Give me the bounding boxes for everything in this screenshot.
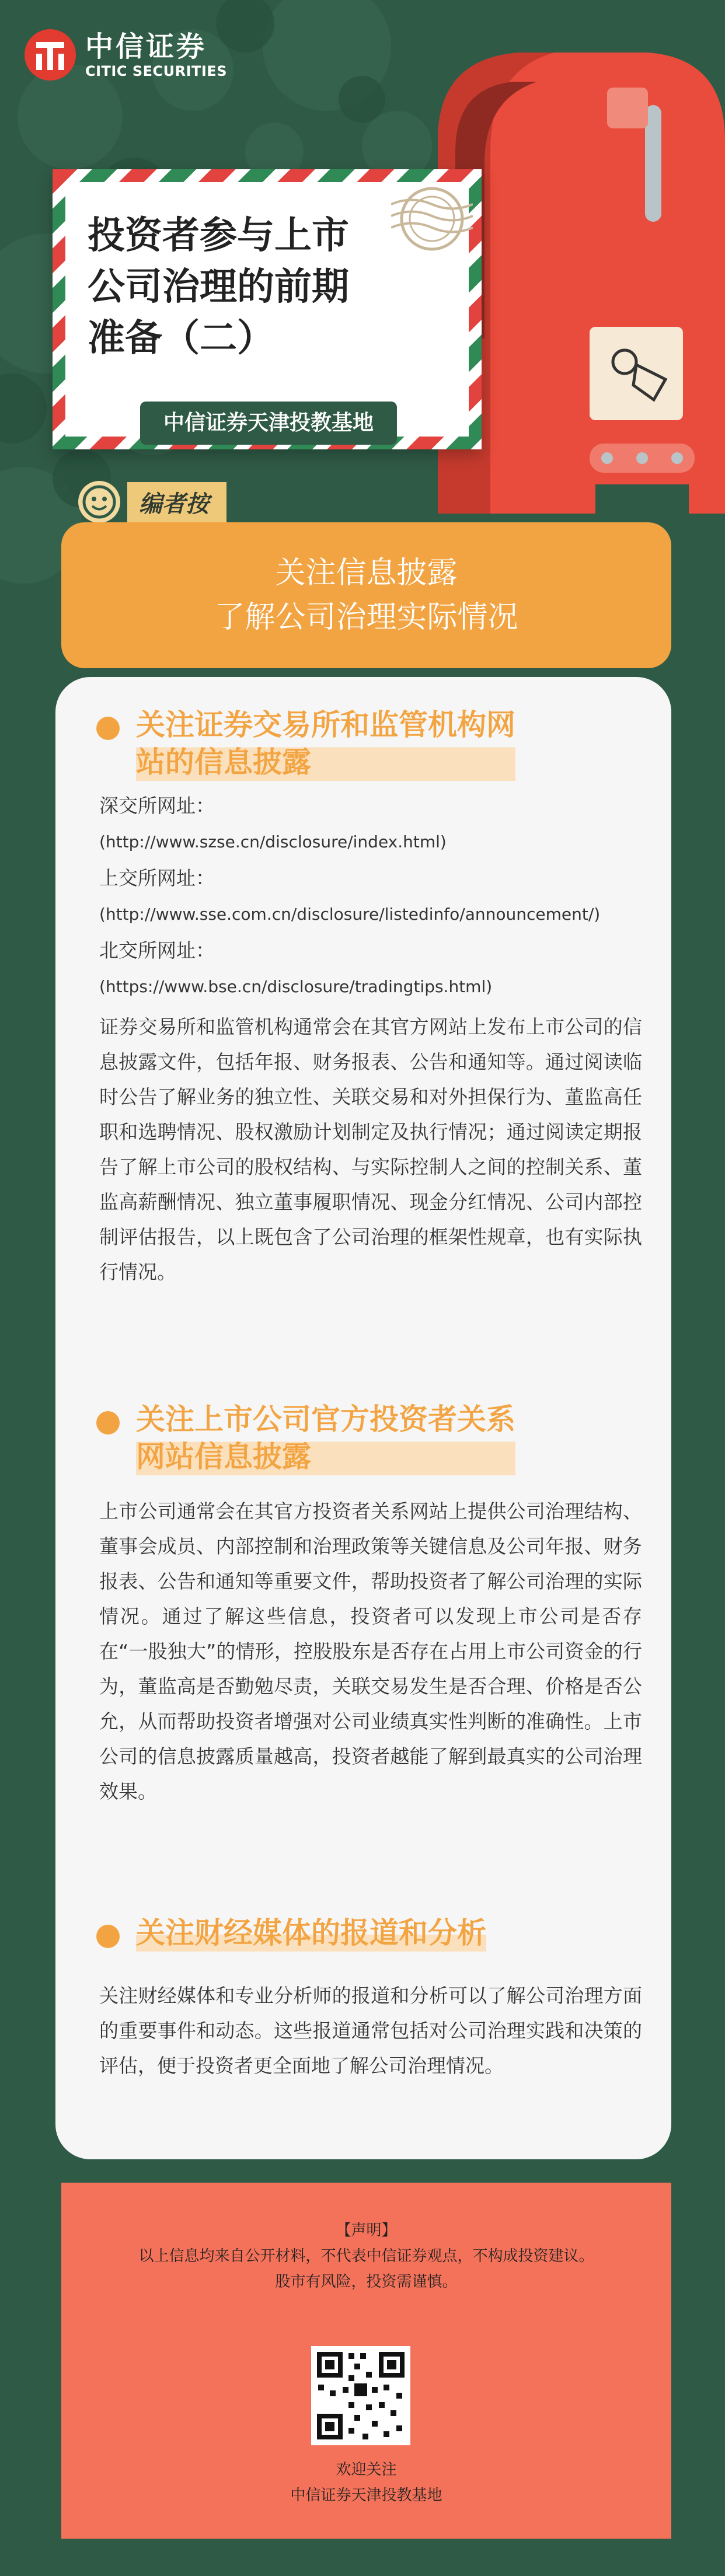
follow-base-name: 中信证券天津投教基地	[290, 2487, 442, 2504]
sse-label: 上交所网址：	[99, 867, 215, 889]
bullet-dot-icon	[96, 717, 120, 740]
title-line-2: 公司治理的前期	[88, 266, 349, 309]
brand-name-en: CITIC SECURITIES	[85, 63, 227, 79]
sse-url-link[interactable]: (http://www.sse.com.cn/disclosure/listedinfo/announcement/)	[99, 905, 601, 924]
section-3-heading	[96, 1914, 486, 1952]
section-2-heading	[96, 1401, 515, 1475]
citic-logo-icon	[23, 28, 77, 82]
section-2-heading-line-2: 网站信息披露	[136, 1440, 311, 1474]
disclaimer-line-2: 股市有风险，投资需谨慎。	[275, 2273, 458, 2291]
bullet-dot-icon	[96, 1411, 120, 1434]
editor-note-tag	[76, 479, 226, 525]
section-1-body: 证券交易所和监管机构通常会在其官方网站上发布上市公司的信息披露文件，包括年报、财务报表、公告和通知等。通过阅读临时公告了解业务的独立性、关联交易和对外担保行为、董监高任职和选聘情况、股权激励计划制定及执行情况；通过阅读定期报告了解上市公司的股权结构、与实际控制人之间的控制关系、董监高薪酬情况、独立董事履职情况、现金分红情况、公司内部控制评估报告，以上既包含了公司治理的框架性规章，也有实际执行情况。	[99, 1015, 642, 1283]
disclaimer-box	[61, 2183, 671, 2539]
postage-stamp-icon	[391, 181, 473, 257]
qr-code-icon[interactable]	[311, 2346, 410, 2445]
section-1-heading-line-2: 站的信息披露	[136, 745, 311, 779]
title-line-3: 准备（二）	[88, 317, 274, 360]
szse-label: 深交所网址：	[99, 794, 215, 817]
page-title	[88, 210, 426, 364]
bullet-dot-icon	[96, 1925, 120, 1948]
bse-label: 北交所网址：	[99, 939, 215, 962]
section-1-heading	[96, 706, 515, 781]
editor-note-label: 编者按	[127, 482, 226, 522]
summary-line-1: 关注信息披露	[275, 556, 458, 591]
content-card	[55, 677, 671, 2159]
summary-box	[61, 522, 671, 668]
section-3-body: 关注财经媒体和专业分析师的报道和分析可以了解公司治理方面的重要事件和动态。这些报道通常包括对公司治理实践和决策的评估，便于投资者更全面地了解公司治理情况。	[99, 1984, 642, 2077]
disclaimer-title: 【声明】	[336, 2222, 397, 2239]
cover-envelope	[53, 169, 482, 449]
bse-url-link[interactable]: (https://www.bse.cn/disclosure/tradingtips.html)	[99, 977, 493, 996]
title-line-1: 投资者参与上市	[88, 214, 349, 257]
section-2-heading-line-1: 关注上市公司官方投资者关系	[136, 1402, 515, 1436]
follow-text: 欢迎关注	[336, 2461, 397, 2479]
base-name-banner: 中信证券天津投教基地	[140, 402, 397, 445]
summary-line-2: 了解公司治理实际情况	[214, 600, 518, 635]
brand-logo	[23, 28, 227, 82]
brand-name-cn: 中信证券	[85, 30, 207, 63]
section-1-links	[99, 788, 642, 1005]
szse-url-link[interactable]: (http://www.szse.cn/disclosure/index.html)	[99, 832, 447, 851]
section-2-body: 上市公司通常会在其官方投资者关系网站上提供公司治理结构、董事会成员、内部控制和治理政策等关键信息及公司年报、财务报表、公告和通知等重要文件，帮助投资者了解公司治理的实际情况。通过了解这些信息，投资者可以发现上市公司是否存在“一股独大”的情形，控股股东是否存在占用上市公司资金的行为，董监高是否勤勉尽责，关联交易发生是否合理、价格是否公允，从而帮助投资者增强对公司业绩真实性判断的准确性。上市公司的信息披露质量越高，投资者越能了解到最真实的公司治理效果。	[99, 1500, 642, 1803]
disclaimer-line-1: 以上信息均来自公开材料，不代表中信证券观点，不构成投资建议。	[138, 2247, 594, 2265]
section-1-heading-line-1: 关注证券交易所和监管机构网	[136, 708, 515, 742]
smiley-face-icon	[76, 479, 123, 525]
section-3-heading-line-1: 关注财经媒体的报道和分析	[136, 1916, 486, 1950]
